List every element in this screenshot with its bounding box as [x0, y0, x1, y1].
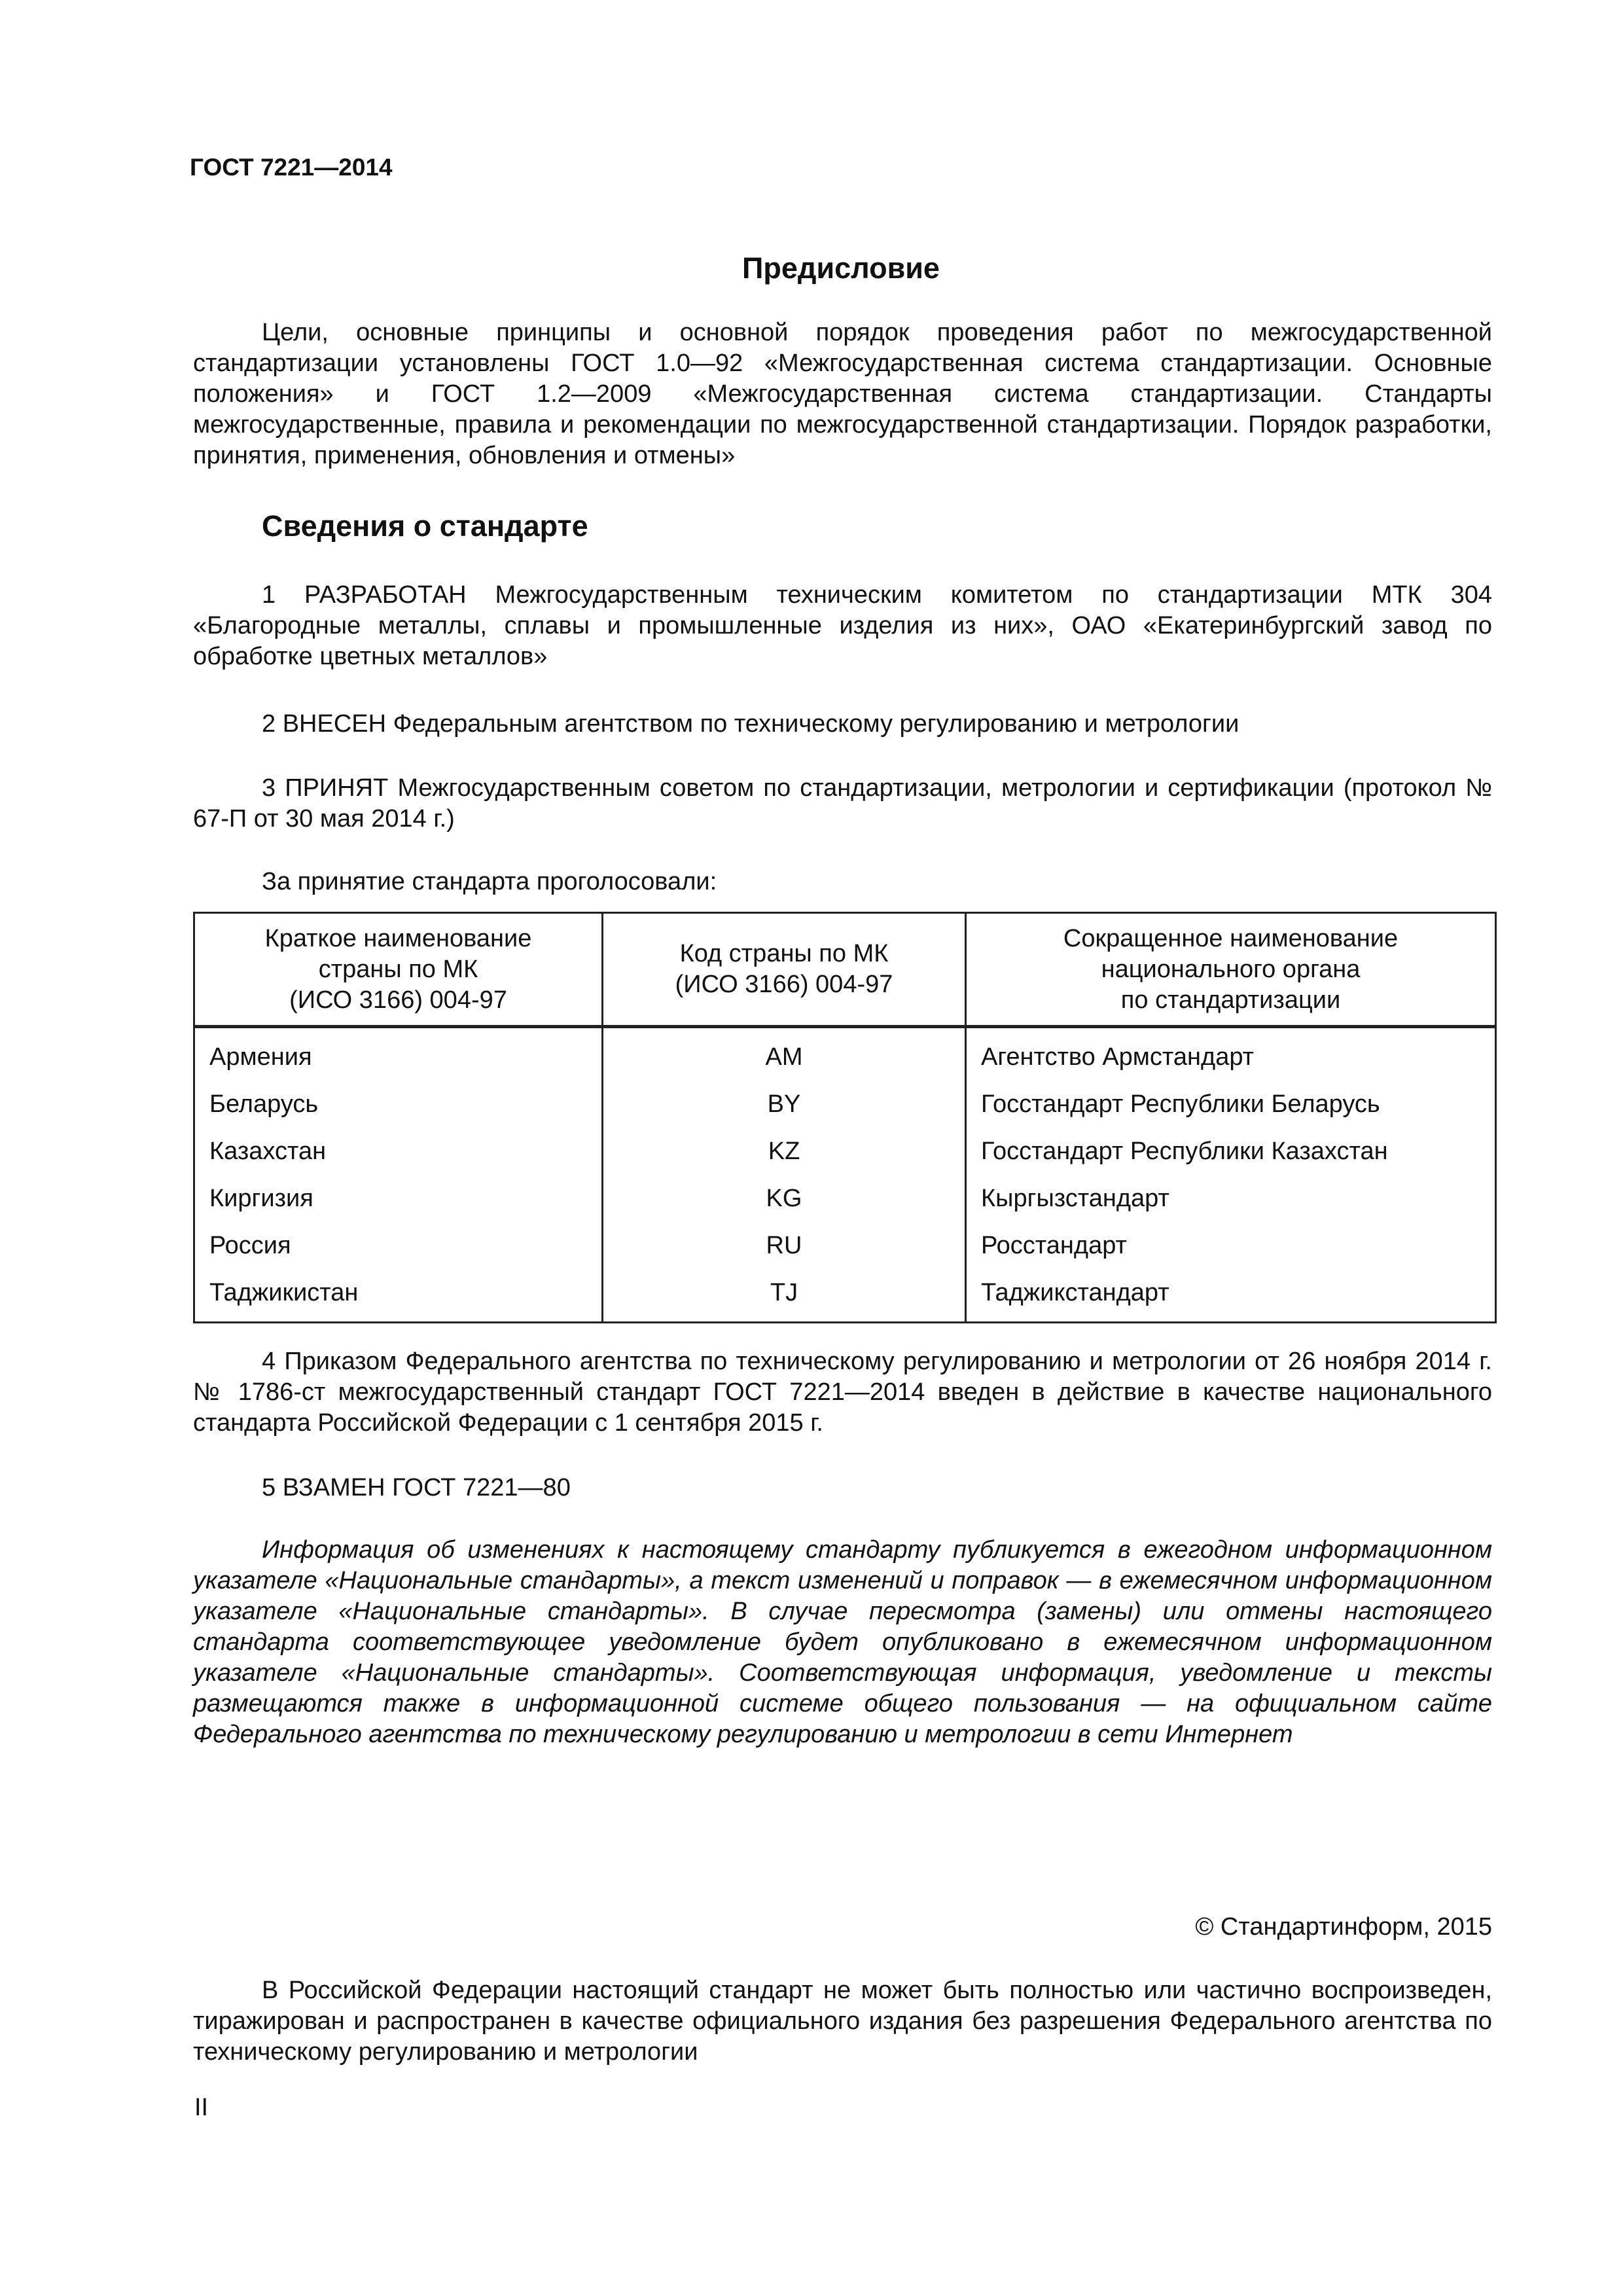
table-row — [194, 1175, 1496, 1222]
standards-body: Таджикстандарт — [966, 1269, 1496, 1323]
country-code: KG — [603, 1175, 966, 1222]
preface-paragraph: Цели, основные принципы и основной порядок проведения работ по межгосударственной стандартизации установлены ГОСТ 1.0—92 «Межгосударственная система стандартизации. Основные положения» и ГОСТ 1.2—2009 «Межгосударственная система стандартизации. Стандарты межгосударственные, правила и рекомендации по межгосударственной стандартизации. Порядок разработки, принятия, применения, обновления и отмены» — [193, 319, 1492, 469]
info-item-2: 2 ВНЕСЕН Федеральным агентством по техническому регулированию и метрологии — [262, 710, 1240, 738]
country-code: BY — [603, 1081, 966, 1128]
table-row — [194, 1222, 1496, 1269]
country-code: KZ — [603, 1128, 966, 1175]
header-country-name: Краткое наименование страны по МК (ИСО 3166) 004-97 — [194, 913, 603, 1027]
country-name: Казахстан — [194, 1128, 603, 1175]
standards-body: Агентство Армстандарт — [966, 1027, 1496, 1081]
vote-intro: За принятие стандарта проголосовали: — [262, 868, 717, 895]
standards-body: Госстандарт Республики Казахстан — [966, 1128, 1496, 1175]
header-standards-body: Сокращенное наименование национального органа по стандартизации — [966, 913, 1496, 1027]
country-code: TJ — [603, 1269, 966, 1323]
info-item-5: 5 ВЗАМЕН ГОСТ 7221—80 — [262, 1474, 571, 1501]
info-item-4: 4 Приказом Федерального агентства по техническому регулированию и метрологии от 26 ноября 2014 г. № 1786-ст межгосударственный стандарт ГОСТ 7221—2014 введен в действие в качестве национального стандарта Российской Федерации с 1 сентября 2015 г. — [193, 1348, 1492, 1437]
info-item-3: 3 ПРИНЯТ Межгосударственным советом по стандартизации, метрологии и сертификации (протокол № 67-П от 30 мая 2014 г.) — [193, 774, 1492, 833]
standards-body: Кыргызстандарт — [966, 1175, 1496, 1222]
legal-notice: В Российской Федерации настоящий стандарт не может быть полностью или частично воспроизведен, тиражирован и распространен в качестве официального издания без разрешения Федерального агентства по техническому регулированию и метрологии — [193, 1977, 1492, 2066]
table-row — [194, 1128, 1496, 1175]
header-country-code: Код страны по МК (ИСО 3166) 004-97 — [603, 913, 966, 1027]
standards-body: Росстандарт — [966, 1222, 1496, 1269]
country-name: Киргизия — [194, 1175, 603, 1222]
table-row — [194, 1027, 1496, 1081]
standards-body: Госстандарт Республики Беларусь — [966, 1081, 1496, 1128]
country-name: Беларусь — [194, 1081, 603, 1128]
country-code: AM — [603, 1027, 966, 1081]
table-header-row — [194, 913, 1496, 1027]
country-name: Россия — [194, 1222, 603, 1269]
country-name: Таджикистан — [194, 1269, 603, 1323]
country-code: RU — [603, 1222, 966, 1269]
page-number: II — [194, 2094, 209, 2121]
voting-table — [193, 912, 1497, 1323]
table-row — [194, 1081, 1496, 1128]
standard-info-title: Сведения о стандарте — [262, 509, 588, 543]
copyright: © Стандартинформ, 2015 — [1195, 1913, 1492, 1941]
document-id: ГОСТ 7221—2014 — [190, 154, 393, 181]
notice-paragraph: Информация об изменениях к настоящему стандарту публикуется в ежегодном информационном указателе «Национальные стандарты», а текст изменений и поправок — в ежемесячном информационном указателе «Национальные стандарты». В случае пересмотра (замены) или отмены настоящего стандарта соответствующее уведомление будет опубликовано в ежемесячном информационном указателе «Национальные стандарты». Соответствующая информация, уведомление и тексты размещаются также в информационной системе общего пользования — на официальном сайте Федерального агентства по техническому регулированию и метрологии в сети Интернет — [193, 1536, 1492, 1748]
info-item-1: 1 РАЗРАБОТАН Межгосударственным техническим комитетом по стандартизации МТК 304 «Благородные металлы, сплавы и промышленные изделия из них», ОАО «Екатеринбургский завод по обработке цветных металлов» — [193, 581, 1492, 670]
table-row — [194, 1269, 1496, 1323]
country-name: Армения — [194, 1027, 603, 1081]
preface-title: Предисловие — [742, 251, 940, 285]
